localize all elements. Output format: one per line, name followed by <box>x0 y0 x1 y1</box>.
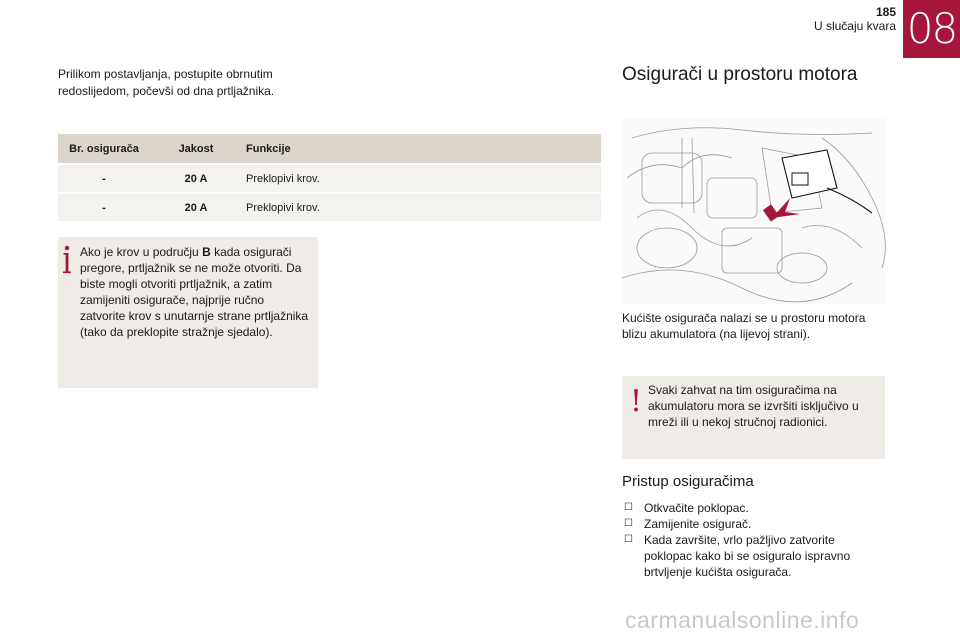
table-cell: 20 A <box>150 193 242 221</box>
table-cell: Preklopivi krov. <box>242 164 601 193</box>
area-label-b: B <box>202 245 211 259</box>
info-icon <box>62 245 72 275</box>
chapter-number-tab: 08 <box>903 0 960 58</box>
engine-description: Kućište osigurača nalazi se u prostoru motora blizu akumulatora (na lijevoj strani). <box>622 311 866 341</box>
table-cell: 20 A <box>150 164 242 193</box>
list-item: ☐ Zamijenite osigurač. <box>624 517 752 531</box>
checkbox-bullet-icon: ☐ <box>624 534 633 545</box>
chapter-title: U slučaju kvara <box>813 19 896 33</box>
table-cell: Preklopivi krov. <box>242 193 601 221</box>
checkbox-bullet-icon: ☐ <box>624 502 633 513</box>
info-text: Ako je krov u području B kada osigurači pregore, prtljažnik se ne može otvoriti. Da biste mogli otvoriti prtljažnik, a zatim zamijeniti osigurače, najprije ručno zatvorite krov s unutarnje strane prtljažnika (tako da preklopite stražnje sjedalo). <box>80 245 309 339</box>
warning-icon: ! <box>630 384 643 419</box>
table-cell: - <box>58 193 150 221</box>
table-cell: - <box>58 164 150 193</box>
list-item: ☐ Kada završite, vrlo pažljivo zatvorite poklopac kako bi se osiguralo ispravno brtvljenje kućišta osigurača. <box>624 533 851 579</box>
intro-paragraph: Prilikom postavljanja, postupite obrnutim redoslijedom, počevši od dna prtljažnika. <box>58 67 275 98</box>
column-header-rating: Jakost <box>150 134 242 164</box>
column-header-fuse-number: Br. osigurača <box>58 134 150 164</box>
steps-list <box>622 500 886 580</box>
engine-compartment-illustration <box>622 118 886 304</box>
page-number: 185 <box>875 5 896 19</box>
list-item: ☐ Otkvačite poklopac. <box>624 501 749 515</box>
watermark: carmanualsonline.info <box>625 607 860 633</box>
section-title: Osigurači u prostoru motora <box>622 64 858 85</box>
fuse-table <box>58 134 601 221</box>
table-row <box>58 193 601 221</box>
table-row <box>58 164 601 193</box>
table-header-row <box>58 134 601 164</box>
warning-text: Svaki zahvat na tim osiguračima na akumulatoru mora se izvršiti isključivo u mreži ili u nekoj stručnoj radionici. <box>648 383 859 429</box>
column-header-functions: Funkcije <box>242 134 601 164</box>
subsection-title: Pristup osiguračima <box>622 473 754 490</box>
checkbox-bullet-icon: ☐ <box>624 518 633 529</box>
